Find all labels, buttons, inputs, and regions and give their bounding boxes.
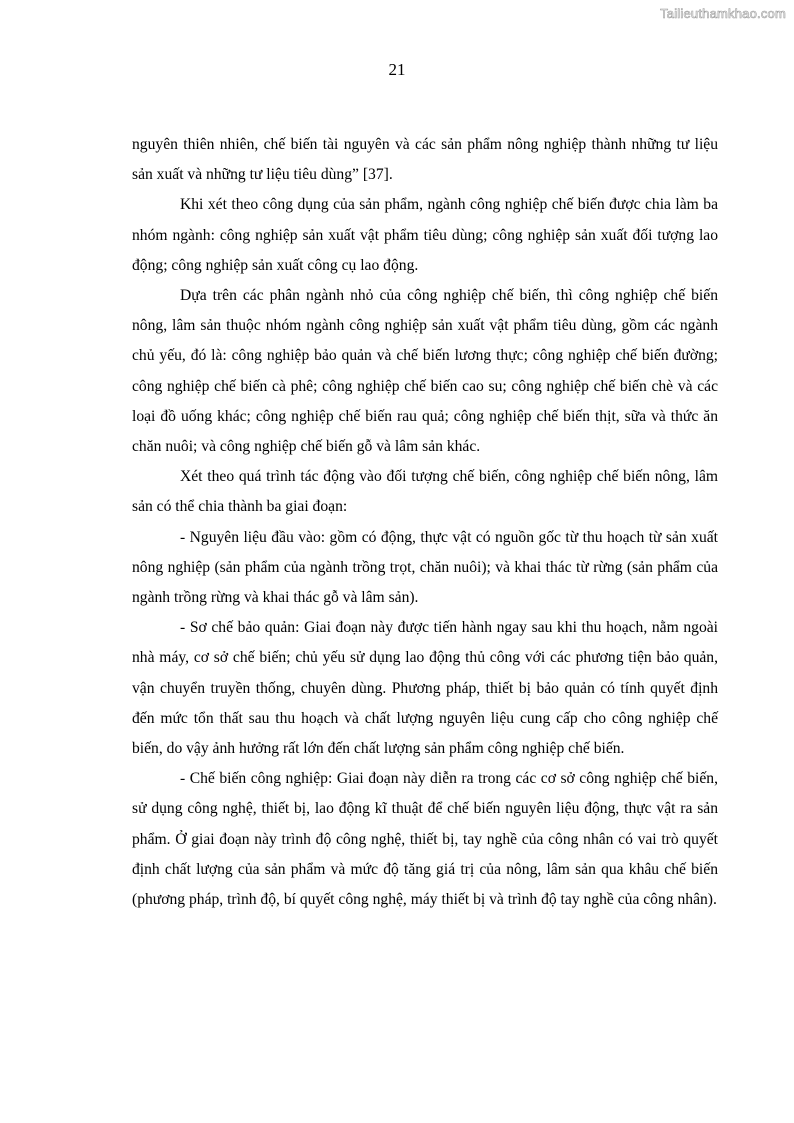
watermark: Tailieuthamkhao.com — [660, 6, 786, 21]
list-item-industrial-processing: - Chế biến công nghiệp: Giai đoạn này diễn ra trong các cơ sở công nghiệp chế biến, sử dụng công nghệ, thiết bị, lao động kĩ thuật để chế biến nguyên liệu động, thực vật ra sản phẩm. Ở giai đoạn này trình độ công nghệ, thiết bị, tay nghề của công nhân có vai trò quyết định chất lượng của sản phẩm và mức độ tăng giá trị của nông, lâm sản qua khâu chế biến (phương pháp, trình độ, bí quyết công nghệ, máy thiết bị và trình độ tay nghề của công nhân). — [132, 770, 718, 909]
page-number: 21 — [388, 60, 406, 79]
paragraph-continuation: nguyên thiên nhiên, chế biến tài nguyên và các sản phẩm nông nghiệp thành những tư liệu sản xuất và những tư liệu tiêu dùng” [37]. — [132, 136, 718, 184]
list-item-raw-materials: - Nguyên liệu đầu vào: gồm có động, thực vật có nguồn gốc từ thu hoạch từ sản xuất nông nghiệp (sản phẩm của ngành trồng trọt, chăn nuôi); và khai thác từ rừng (sản phẩm của ngành trồng rừng và khai thác gỗ và lâm sản). — [132, 528, 718, 607]
paragraph-sub-sectors: Dựa trên các phân ngành nhỏ của công nghiệp chế biến, thì công nghiệp chế biến nông, lâm sản thuộc nhóm ngành công nghiệp sản xuất vật phẩm tiêu dùng, gồm các ngành chủ yếu, đó là: công nghiệp bảo quản và chế biến lương thực; công nghiệp chế biến đường; công nghiệp chế biến cà phê; công nghiệp chế biến cao su; công nghiệp chế biến chè và các loại đồ uống khác; công nghiệp chế biến rau quả; công nghiệp chế biến thịt, sữa và thức ăn chăn nuôi; và công nghiệp chế biến gỗ và lâm sản khác. — [132, 287, 718, 456]
document-body — [132, 130, 718, 915]
paragraph-processing-stages: Xét theo quá trình tác động vào đối tượng chế biến, công nghiệp chế biến nông, lâm sản có thể chia thành ba giai đoạn: — [132, 468, 718, 516]
paragraph-product-use: Khi xét theo công dụng của sản phẩm, ngành công nghiệp chế biến được chia làm ba nhóm ngành: công nghiệp sản xuất vật phẩm tiêu dùng; công nghiệp sản xuất đối tượng lao động; công nghiệp sản xuất công cụ lao động. — [132, 196, 718, 274]
list-item-preservation: - Sơ chế bảo quản: Giai đoạn này được tiến hành ngay sau khi thu hoạch, nằm ngoài nhà máy, cơ sở chế biến; chủ yếu sử dụng lao động thủ công với các phương tiện bảo quản, vận chuyển truyền thống, chuyên dùng. Phương pháp, thiết bị bảo quản có tính quyết định đến mức tổn thất sau thu hoạch và chất lượng nguyên liệu cung cấp cho công nghiệp chế biến, do vậy ảnh hưởng rất lớn đến chất lượng sản phẩm công nghiệp chế biến. — [132, 619, 718, 758]
